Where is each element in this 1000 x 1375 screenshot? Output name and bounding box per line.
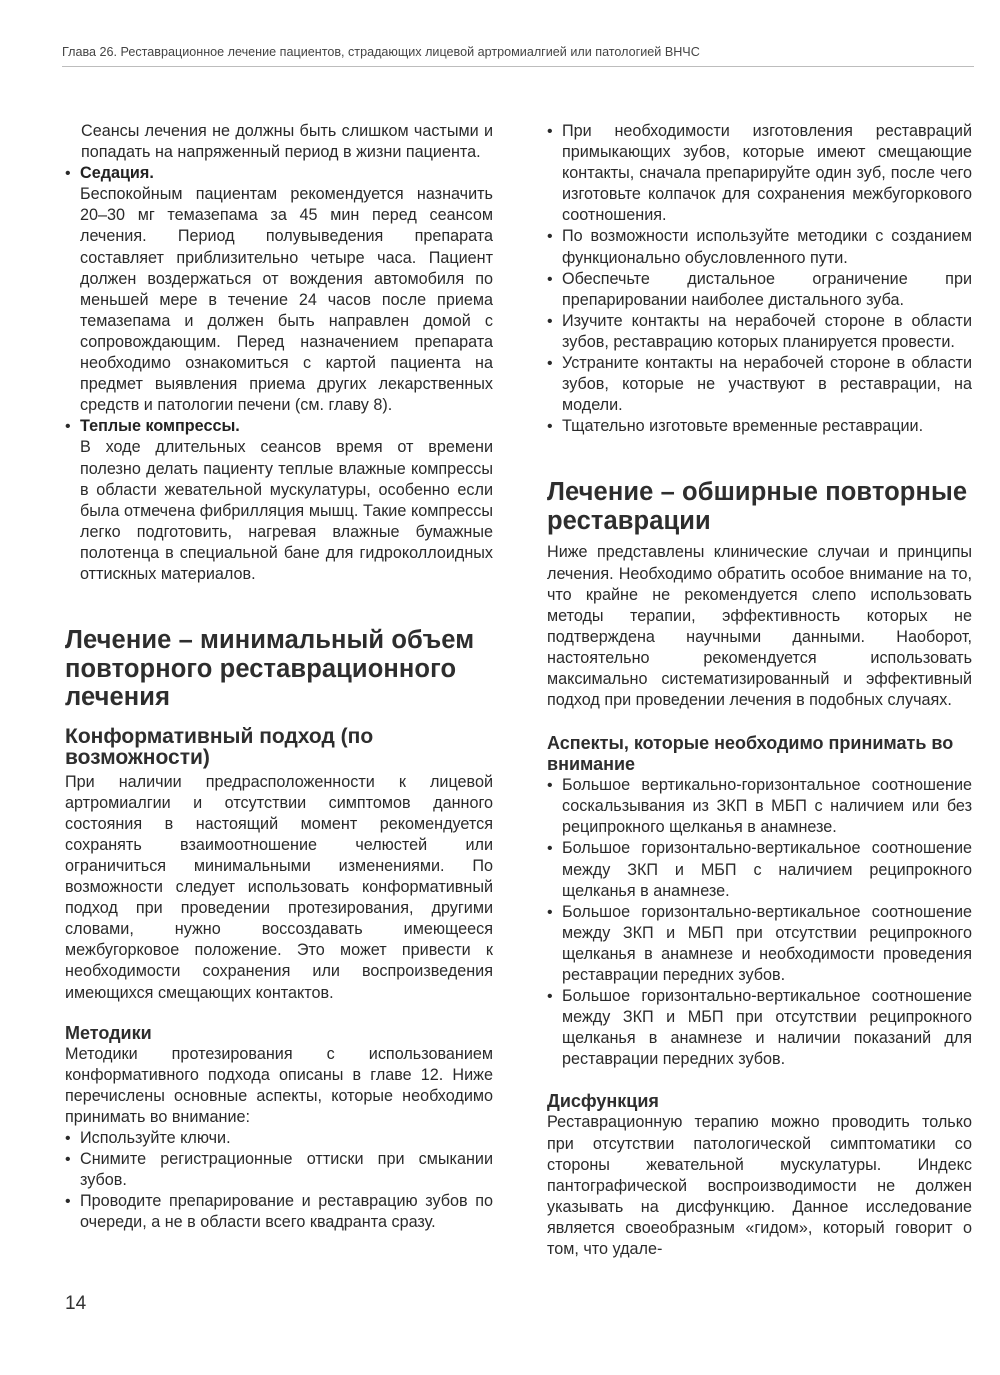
list-item: • Большое горизонтально-вертикальное соотношение между ЗКП и МБП с наличием реципрокного щелканья в анамнезе.: [547, 838, 972, 901]
list-item: • Тщательно изготовьте временные реставрации.: [547, 416, 972, 437]
left-column: [65, 121, 493, 1233]
list-item: • Изучите контакты на нерабочей стороне в области зубов, реставрацию которых планируется провести.: [547, 311, 972, 353]
list-item: • Проводите препарирование и реставрацию зубов по очереди, а не в области всего квадранта сразу.: [65, 1191, 493, 1233]
right-column: [547, 121, 972, 1260]
dysfunction-paragraph: Реставрационную терапию можно проводить только при отсутствии патологической симптоматики со стороны жевательной мускулатуры. Индекс пантографической воспроизводимости не должен указывать на дисфункцию. Данное исследование является своеобразным «гидом», который говорит о том, что удале-: [547, 1113, 972, 1259]
subsection-title-conformative: Конформативный подход (по возможности): [65, 724, 374, 770]
intro-paragraph: Сеансы лечения не должны быть слишком частыми и попадать на напряженный период в жизни пациента.: [81, 122, 493, 162]
list-item-sedation: [65, 163, 493, 416]
compress-label: Теплые компрессы.: [80, 417, 240, 436]
list-item: • По возможности используйте методики с созданием функционально обусловленного пути.: [547, 226, 972, 268]
list-item: • Большое горизонтально-вертикальное соотношение между ЗКП и МБП при отсутствии реципрокного щелканья в анамнезе и наличии показаний для реставрации передних зубов.: [547, 986, 972, 1070]
compress-paragraph: В ходе длительных сеансов время от времени полезно делать пациенту теплые влажные компрессы в области жевательной мускулатуры, особенно если была отмечена фибрилляция мышц. Такие компрессы легко подготовить, нагревая влажные бумажные полотенца в специальной бане для гидроколлоидных оттискных материалов.: [80, 438, 493, 583]
list-item: • Большое горизонтально-вертикальное соотношение между ЗКП и МБП при отсутствии реципрокного щелканья в анамнезе и необходимости проведения реставрации передних зубов.: [547, 902, 972, 986]
aspects-list: [547, 775, 972, 1070]
methods-list: [65, 1128, 493, 1233]
sedation-label: Седация.: [80, 164, 154, 183]
section-title-minimal: Лечение – минимальный объем повторного реставрационного лечения: [65, 626, 475, 712]
list-item: • При необходимости изготовления реставраций примыкающих зубов, которые имеют смещающие контакты, сначала препарируйте один зуб, после чего изготовьте колпачок для сохранения межбугоркового соотношения.: [547, 121, 972, 226]
aspects-title: Аспекты, которые необходимо принимать во внимание: [547, 733, 954, 775]
conformative-paragraph: При наличии предрасположенности к лицевой артромиалгии и отсутствии симптомов данного состояния в настоящий момент рекомендуется сохранять взаимоотношение челюстей или ограничиться минимальными изменениями. По возможности следует использовать конформативный подход при проведении протезирования, другими словами, нужно воссоздавать имеющееся межбугорковое положение. Это может привести к необходимости сохранения или воспроизведения имеющихся смещающих контактов.: [65, 772, 493, 1002]
list-item: • Обеспечьте дистальное ограничение при препарировании наиболее дистального зуба.: [547, 269, 972, 311]
recommendations-list: [547, 121, 972, 437]
list-item-compress: [65, 416, 493, 585]
methods-title: Методики: [65, 1022, 152, 1043]
running-header: Глава 26. Реставрационное лечение пациентов, страдающих лицевой артромиалгией или патологией ВНЧС: [62, 44, 974, 67]
therapy-list: [65, 163, 493, 585]
list-item: • Большое вертикально-горизонтальное соотношение соскальзывания из ЗКП в МБП с наличием или без реципрокного щелканья в анамнезе.: [547, 775, 972, 838]
list-item: • Используйте ключи.: [65, 1128, 493, 1149]
list-item: • Снимите регистрационные оттиски при смыкании зубов.: [65, 1149, 493, 1191]
page-number: 14: [65, 1293, 87, 1314]
section-title-extensive: Лечение – обширные повторные реставрации: [547, 478, 968, 535]
methods-paragraph: Методики протезирования с использованием конформативного подхода описаны в главе 12. Ниже перечислены основные аспекты, которые необходимо принимать во внимание:: [65, 1044, 493, 1126]
sedation-paragraph: Беспокойным пациентам рекомендуется назначить 20–30 мг темазепама за 45 мин перед сеансом лечения. Период полувыведения препарата составляет приблизительно четыре часа. Пациент должен воздержаться от вождения автомобиля по меньшей мере в течение 24 часов после приема темазепама и должен быть направлен домой с сопровождающим. Перед назначением препарата необходимо ознакомиться с картой пациента на предмет выявления приема других лекарственных средств и патологии печени (см. главу 8).: [80, 185, 493, 415]
dysfunction-title: Дисфункция: [547, 1091, 659, 1112]
list-item: • Устраните контакты на нерабочей стороне в области зубов, которые не участвуют в реставрации, на модели.: [547, 353, 972, 416]
extensive-paragraph: Ниже представлены клинические случаи и принципы лечения. Необходимо обратить особое внимание на то, что крайне не рекомендуется слепо использовать методы терапии, эффективность которых не подтверждена научными данными. Наоборот, настоятельно рекомендуется использовать максимально систематизированный и эффективный подход при проведении лечения в подобных случаях.: [547, 543, 972, 710]
